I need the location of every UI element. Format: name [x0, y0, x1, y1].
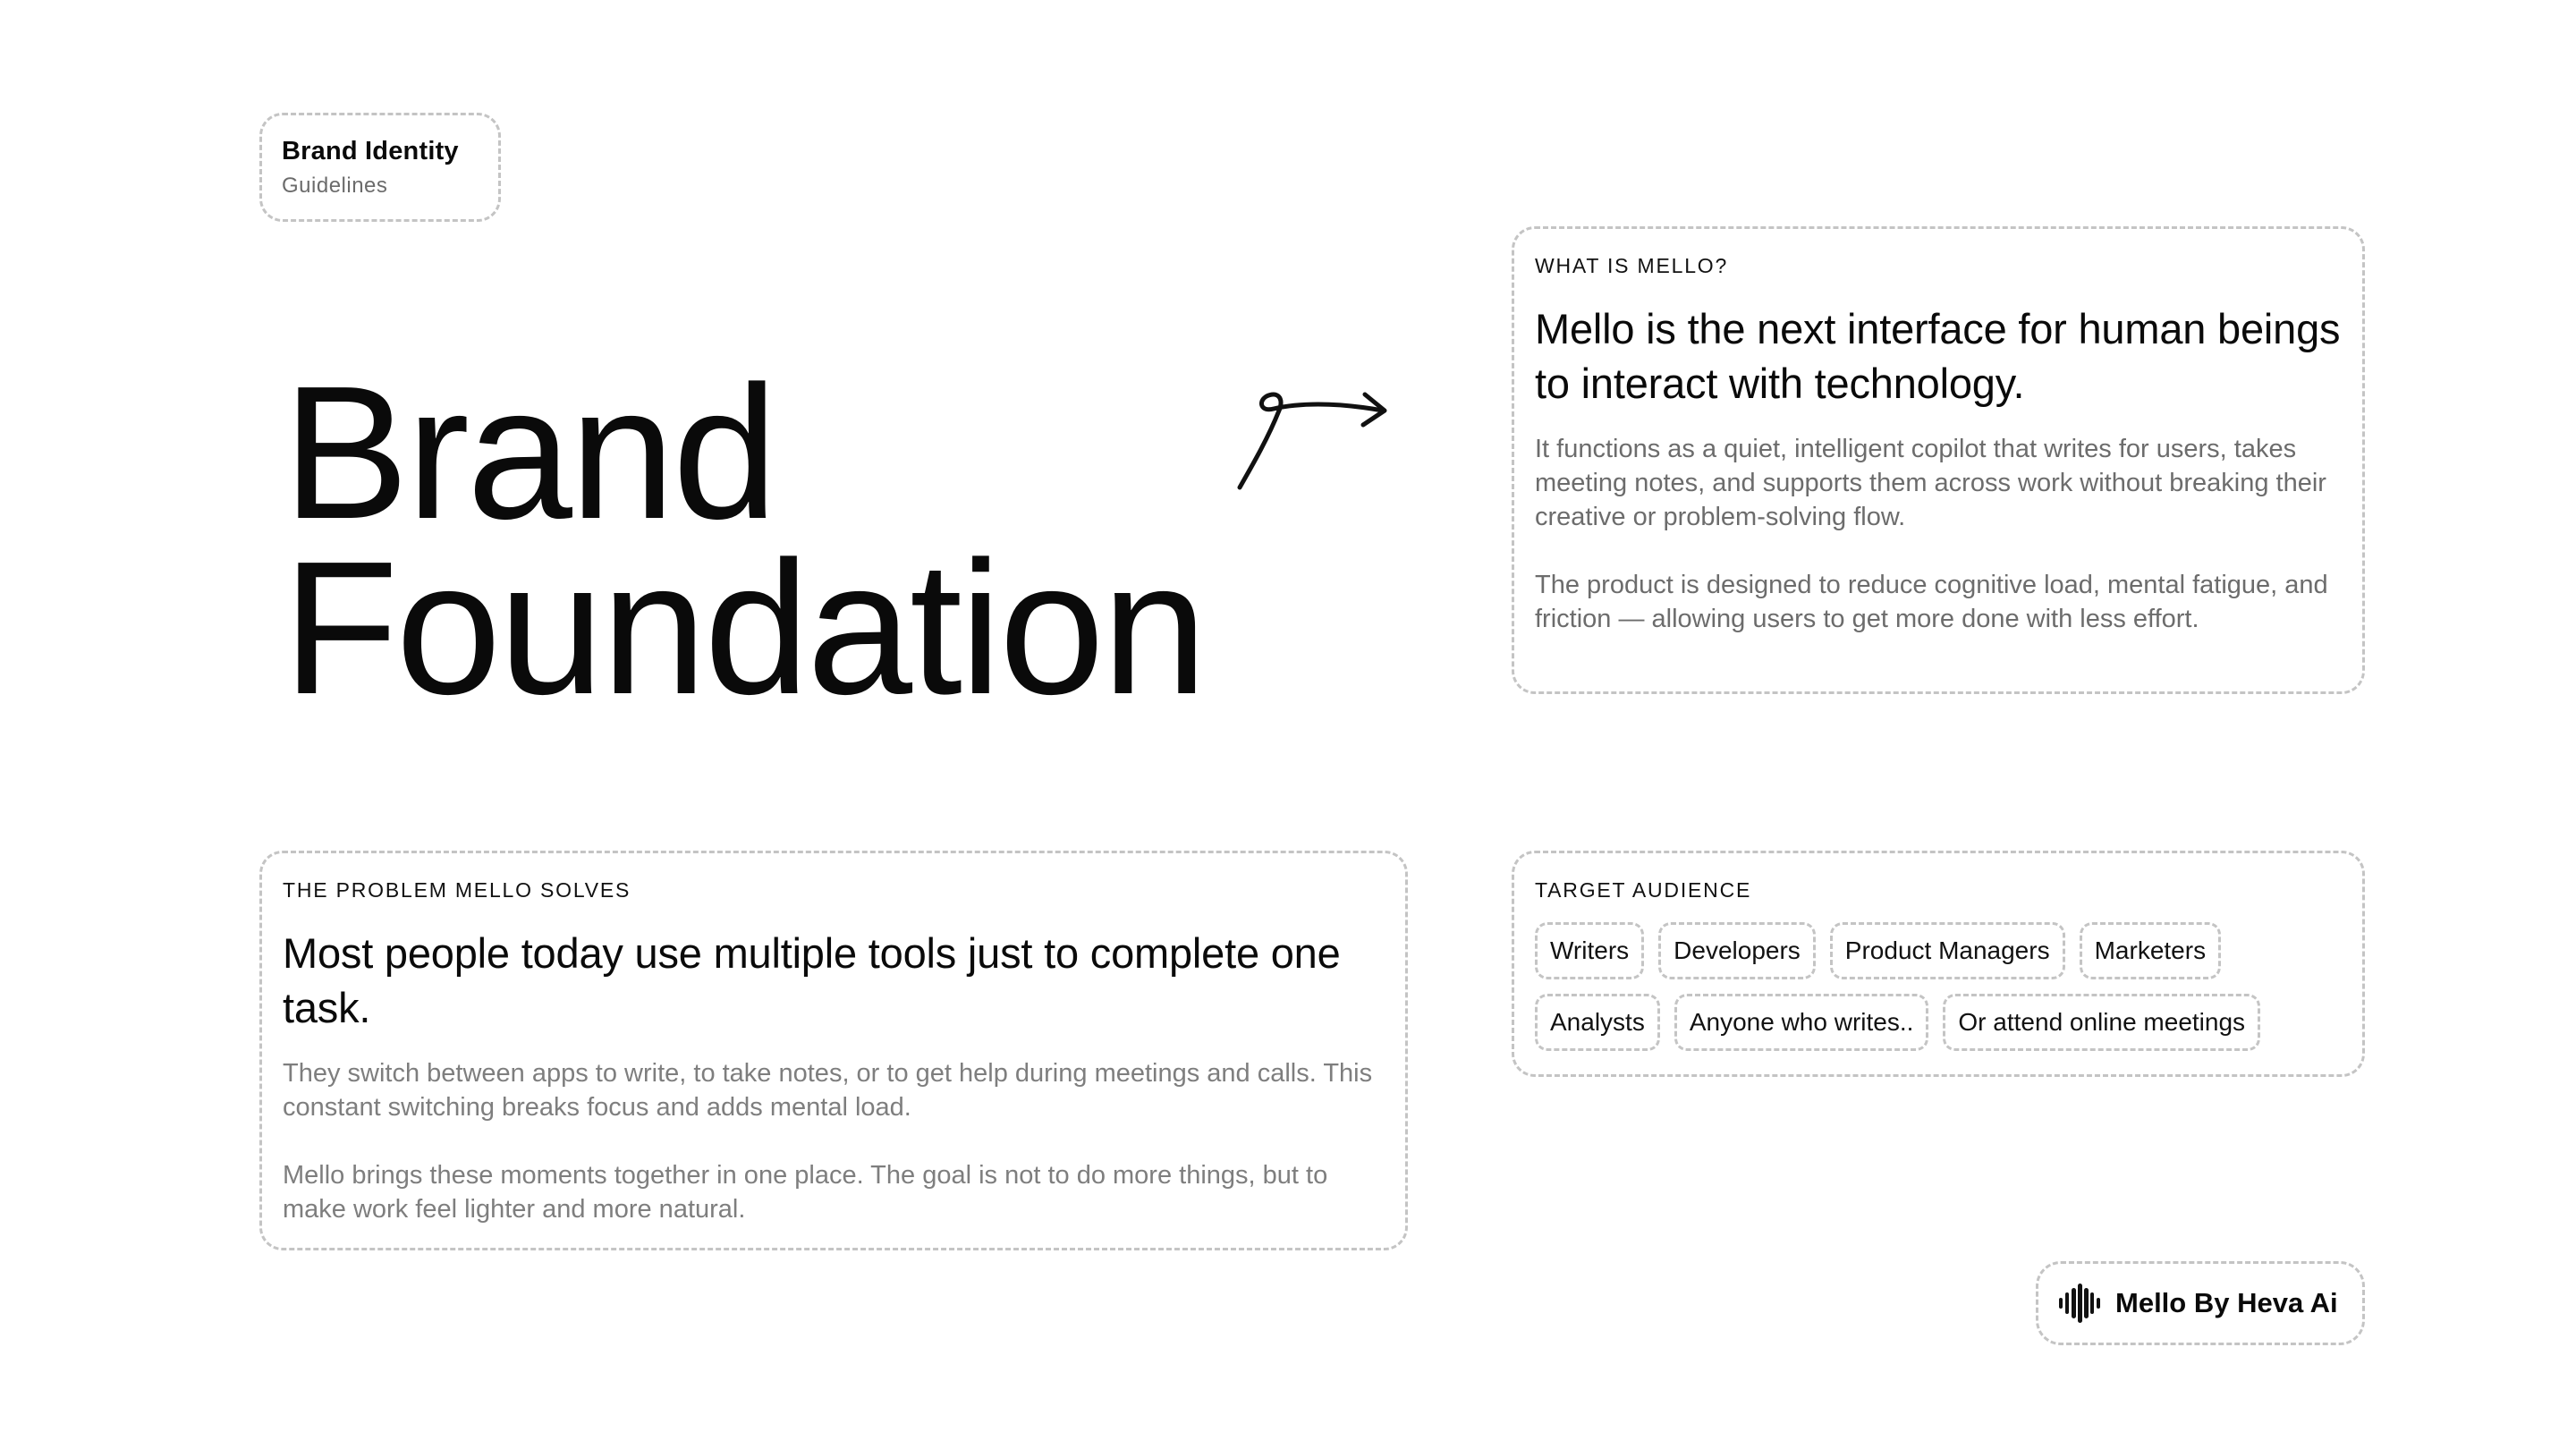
what-is-mello-card [1512, 226, 2365, 694]
section-lead: Most people today use multiple tools just to complete one task. [283, 929, 1341, 1031]
page-title-line-2: Foundation [283, 521, 1205, 733]
audience-tag: Anyone who writes.. [1674, 994, 1929, 1051]
section-paragraph-1: They switch between apps to write, to take notes, or to get help during meetings and calls. This constant switching breaks focus and adds mental load. [283, 1059, 1373, 1122]
section-paragraph-2: Mello brings these moments together in one place. The goal is not to do more things, but to make work feel lighter and more natural. [283, 1161, 1328, 1224]
section-paragraph-2: The product is designed to reduce cognitive load, mental fatigue, and friction — allowing users to get more done with less effort. [1535, 571, 2328, 633]
audience-tag: Writers [1535, 922, 1644, 979]
page-title-line-1: Brand [283, 346, 775, 558]
hand-drawn-arrow-icon [1234, 380, 1395, 505]
audience-tag: Or attend online meetings [1943, 994, 2260, 1051]
section-label: THE PROBLEM MELLO SOLVES [283, 878, 631, 902]
section-label: WHAT IS MELLO? [1535, 254, 1729, 277]
mello-brand-badge [2036, 1261, 2365, 1345]
audience-tag: Developers [1658, 922, 1816, 979]
sound-wave-icon [2058, 1284, 2101, 1323]
audience-tag: Analysts [1535, 994, 1660, 1051]
badge-title: Brand Identity [282, 137, 459, 165]
badge-subtitle: Guidelines [282, 174, 388, 198]
brand-identity-badge [259, 113, 501, 222]
section-lead: Mello is the next interface for human beings to interact with technology. [1535, 305, 2341, 407]
problem-card [259, 851, 1408, 1250]
section-paragraph-1: It functions as a quiet, intelligent copilot that writes for users, takes meeting notes, and supports them across work without breaking their creative or problem-solving flow. [1535, 435, 2326, 531]
section-label: TARGET AUDIENCE [1535, 878, 1752, 902]
target-audience-card [1512, 851, 2365, 1077]
page-title [283, 346, 1205, 733]
brand-name: Mello By Heva Ai [2115, 1287, 2338, 1318]
audience-tag: Product Managers [1830, 922, 2065, 979]
audience-tag: Marketers [2080, 922, 2221, 979]
audience-tag-list [1535, 922, 2322, 1051]
